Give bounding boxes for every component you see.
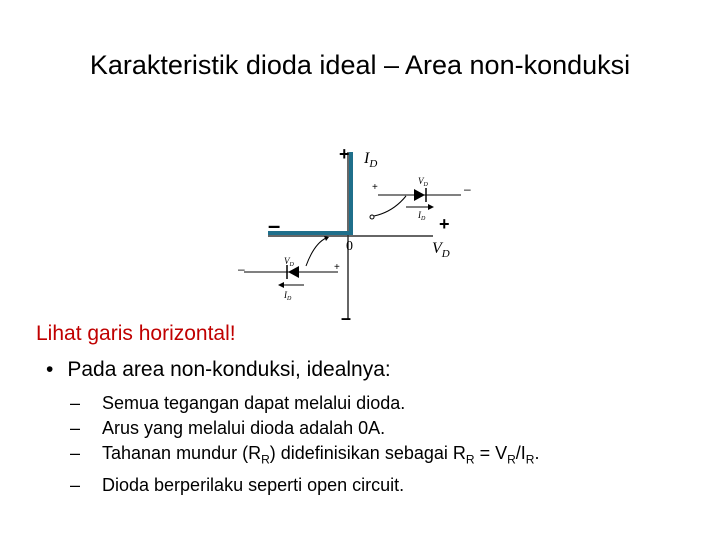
fwd-plus: +	[372, 182, 378, 193]
fwd-i-label: I	[418, 210, 421, 220]
svg-text:ID: $I_D$	[284, 290, 292, 302]
forward-pointer-arrow	[374, 196, 406, 216]
sub-bullet-list	[70, 391, 539, 498]
slide-title: Karakteristik dioda ideal – Area non-konduksi	[89, 50, 631, 80]
sub-bullet: – Arus yang melalui dioda adalah 0A.	[70, 418, 386, 438]
characteristic-curve	[268, 152, 351, 233]
y-axis-label-sub: D	[369, 158, 378, 170]
svg-text:VD: $V_D$	[418, 176, 428, 188]
rev-i-label: I	[284, 290, 287, 300]
x-right-plus: +	[439, 214, 450, 234]
bullet-text: Pada area non-konduksi, idealnya:	[67, 358, 391, 381]
reverse-diode-icon	[238, 256, 340, 302]
rev-v-label: V	[284, 256, 290, 266]
main-bullet	[46, 358, 391, 382]
svg-text:ID	[363, 150, 377, 170]
svg-text:VD: $V_D$	[284, 256, 294, 268]
forward-diode-icon	[372, 176, 471, 222]
reverse-pointer-arrow	[306, 238, 326, 266]
rev-plus: +	[334, 262, 340, 273]
sub-bullet: – Tahanan mundur $(R_R)$ didefinisikan sebagai $R_R = V_R/I_R$.	[70, 443, 540, 467]
x-axis-label: V	[432, 240, 442, 257]
highlight-note: Lihat garis horizontal!	[36, 322, 236, 345]
bullet-marker: •	[46, 358, 54, 381]
x-axis-label-sub: D	[441, 248, 450, 260]
sub-bullet: – Dioda berperilaku seperti open circuit.	[70, 474, 405, 495]
rev-minus: –	[238, 262, 245, 276]
sub-bullet: – Semua tegangan dapat melalui dioda.	[70, 393, 406, 413]
fwd-v-label: V	[418, 176, 424, 186]
fwd-minus: –	[464, 182, 471, 196]
y-top-plus: +	[339, 144, 350, 164]
y-axis-label: I	[364, 150, 370, 167]
svg-text:VD	[432, 240, 450, 260]
x-left-minus: –	[268, 213, 281, 238]
origin-label: 0	[346, 239, 353, 254]
diode-characteristic-diagram	[228, 140, 488, 330]
y-bottom-minus: –	[341, 308, 352, 328]
svg-text:ID: $I_D$	[418, 210, 426, 222]
